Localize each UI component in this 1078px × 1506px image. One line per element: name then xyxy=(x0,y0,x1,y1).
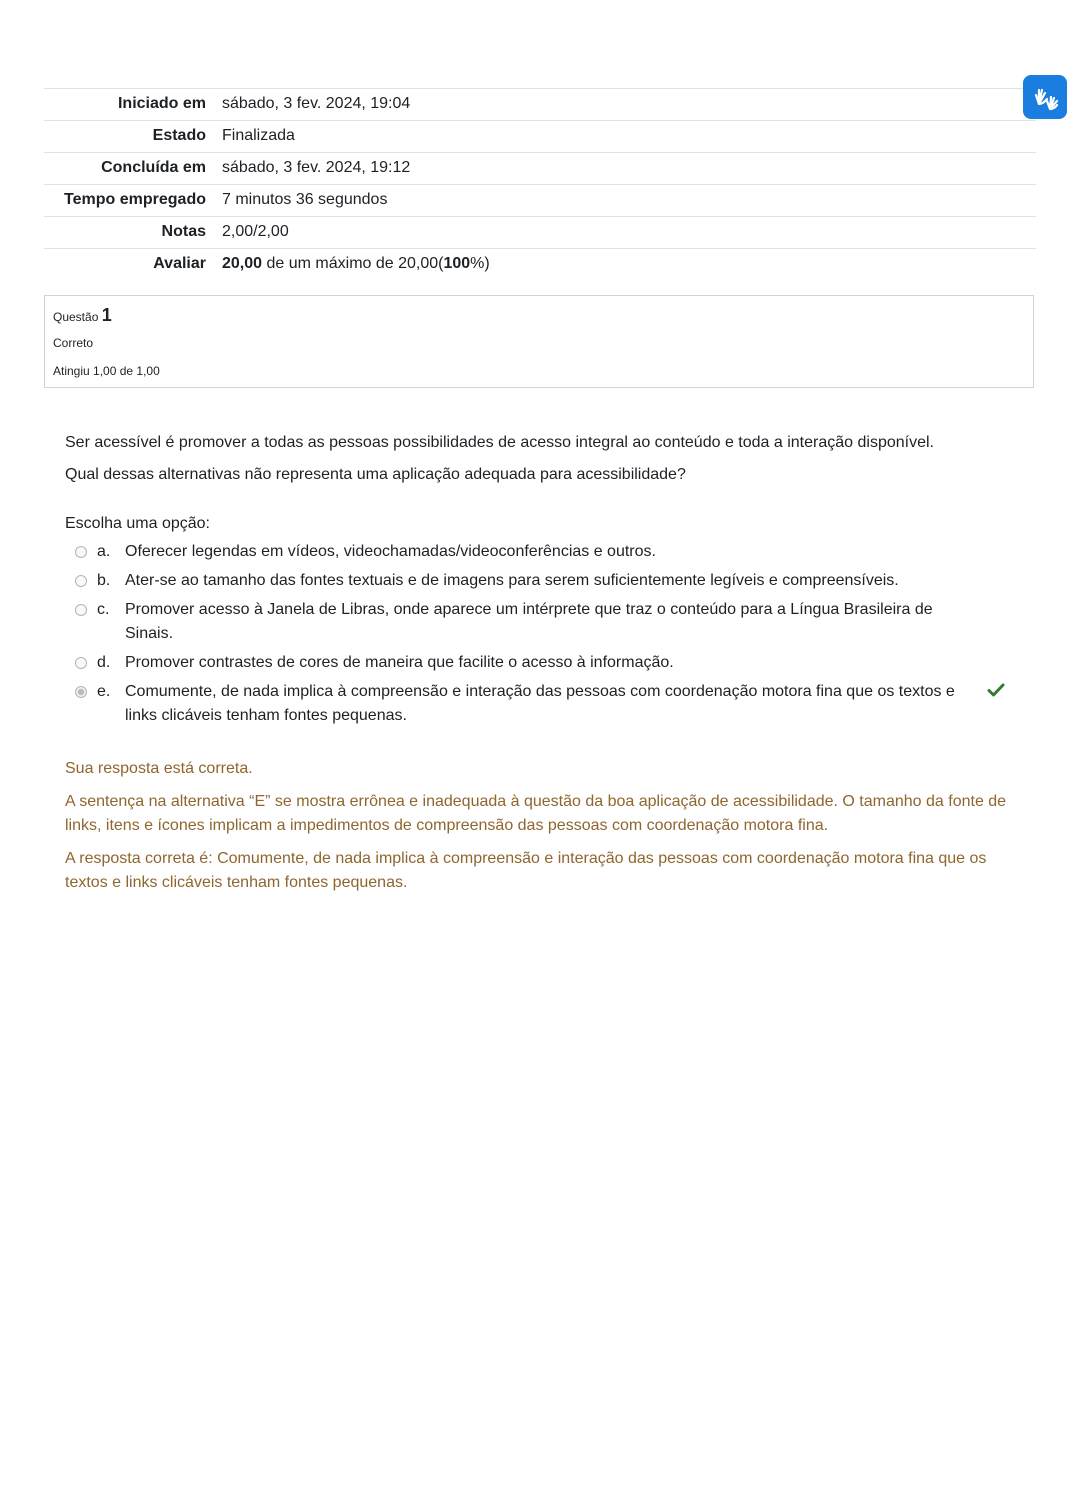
summary-row-completed xyxy=(44,153,1036,185)
grade-middle: de um máximo de 20,00( xyxy=(262,255,444,272)
option-text: Promover contrastes de cores de maneira que facilite o acesso à informação. xyxy=(125,654,674,671)
answer-prompt: Escolha uma opção: xyxy=(65,515,210,532)
answer-option-e[interactable] xyxy=(65,680,1025,728)
radio-button[interactable] xyxy=(75,546,87,558)
summary-value: 2,00/2,00 xyxy=(222,223,289,240)
summary-label: Notas xyxy=(161,223,206,240)
option-letter: b. xyxy=(97,572,111,589)
summary-label: Iniciado em xyxy=(117,95,206,112)
quiz-summary-table xyxy=(44,88,1036,280)
question-info-box xyxy=(44,295,1034,388)
answer-option-d[interactable] xyxy=(65,651,1025,675)
summary-label: Tempo empregado xyxy=(64,191,206,208)
summary-value: sábado, 3 fev. 2024, 19:12 xyxy=(222,159,411,176)
option-text: Oferecer legendas em vídeos, videochamadas/videoconferências e outros. xyxy=(125,543,656,560)
summary-label: Avaliar xyxy=(153,255,206,272)
grade-suffix: %) xyxy=(470,255,490,272)
summary-row-started xyxy=(44,89,1036,121)
summary-value: 7 minutos 36 segundos xyxy=(222,191,388,208)
summary-row-grade xyxy=(44,249,1036,281)
answer-option-a[interactable] xyxy=(65,540,1025,564)
summary-row-time-taken xyxy=(44,185,1036,217)
question-prefix: Questão xyxy=(53,310,99,324)
question-content xyxy=(65,431,1025,733)
specific-feedback: A sentença na alternativa “E” se mostra errônea e inadequada à questão da boa aplicação de acessibilidade. O tamanho da fonte de links, itens e ícones implicam a impedimentos de compreensão das pessoas com coordenação motora fina. xyxy=(65,793,1007,834)
answer-options xyxy=(65,540,1025,728)
question-mark: Atingiu 1,00 de 1,00 xyxy=(53,364,160,378)
option-text: Ater-se ao tamanho das fontes textuais e de imagens para serem suficientemente legíveis e compreensíveis. xyxy=(125,572,899,589)
libras-accessibility-button[interactable] xyxy=(1023,75,1067,119)
right-answer: A resposta correta é: Comumente, de nada implica à compreensão e interação das pessoas com coordenação motora fina que os textos e links clicáveis tenham fontes pequenas. xyxy=(65,850,987,891)
summary-row-state xyxy=(44,121,1036,153)
summary-row-marks xyxy=(44,217,1036,249)
question-text-1: Ser acessível é promover a todas as pessoas possibilidades de acesso integral ao conteúdo e toda a interação disponível. xyxy=(65,434,934,451)
grade-percent: 100 xyxy=(443,255,471,272)
option-letter: a. xyxy=(97,543,111,560)
feedback-section xyxy=(65,757,1020,904)
answer-option-b[interactable] xyxy=(65,569,1025,593)
summary-label: Concluída em xyxy=(101,159,206,176)
option-letter: d. xyxy=(97,654,111,671)
option-letter: e. xyxy=(97,683,111,700)
option-text: Comumente, de nada implica à compreensão e interação das pessoas com coordenação motora fina que os textos e links clicáveis tenham fontes pequenas. xyxy=(125,683,955,724)
libras-hands-icon xyxy=(1030,82,1060,112)
radio-button-selected[interactable] xyxy=(75,686,87,698)
grade-score: 20,00 xyxy=(222,255,263,272)
summary-label: Estado xyxy=(152,127,206,144)
check-icon xyxy=(987,682,1005,698)
question-state: Correto xyxy=(53,336,94,350)
radio-button[interactable] xyxy=(75,575,87,587)
option-letter: c. xyxy=(97,601,110,618)
radio-button[interactable] xyxy=(75,657,87,669)
question-number: 1 xyxy=(101,305,112,325)
general-feedback: Sua resposta está correta. xyxy=(65,760,253,777)
summary-value xyxy=(214,249,1036,281)
radio-button[interactable] xyxy=(75,604,87,616)
question-number-line xyxy=(53,303,1025,329)
summary-value: Finalizada xyxy=(222,127,295,144)
answer-option-c[interactable] xyxy=(65,598,1025,646)
question-text-2: Qual dessas alternativas não representa uma aplicação adequada para acessibilidade? xyxy=(65,466,686,483)
option-text: Promover acesso à Janela de Libras, onde aparece um intérprete que traz o conteúdo para a Língua Brasileira de Sinais. xyxy=(125,601,933,642)
summary-value: sábado, 3 fev. 2024, 19:04 xyxy=(222,95,411,112)
